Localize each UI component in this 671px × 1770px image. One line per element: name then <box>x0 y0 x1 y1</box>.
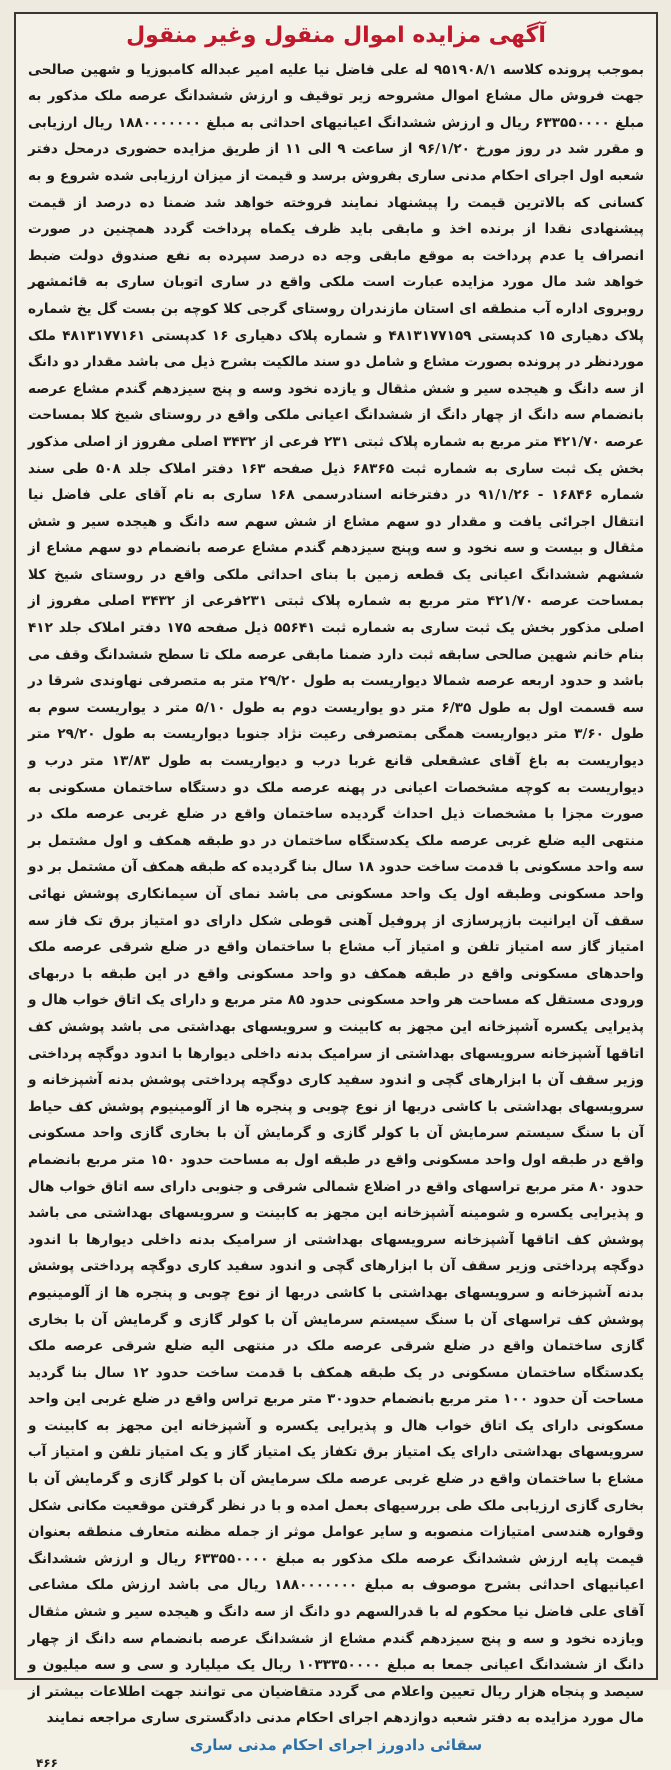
notice-frame <box>14 12 658 1770</box>
notice-title: آگهی مزایده اموال منقول وغیر منقول <box>126 23 546 48</box>
page-number: ۴۶۶ <box>36 1756 58 1770</box>
notice-signature: سقائی دادورز اجرای احکام مدنی ساری <box>189 1736 483 1754</box>
notice-body: بموجب پرونده کلاسه ۹۵۱۹۰۸/۱ له علی فاضل نیا علیه امیر عبداله کامبوزیا و شهین صالحی جهت فروش مال مشاع اموال مشروحه زیر توقیف و ارزش ششدانگ عرصه ملک مذکور به مبلغ ۶۳۳۵۵۰۰۰۰ ریال و ارزش ششدانگ اعیانیهای احداثی به مبلغ ۱۸۸۰۰۰۰۰۰۰ ریال ارزیابی و مقرر شد در روز مورخ ۹۶/۱/۲۰ از ساعت ۹ الی ۱۱ از طریق مزایده حضوری درمحل دفتر شعبه اول اجرای احکام مدنی ساری بفروش برسد و قیمت از میزان ارزیابی شده شروع و به کسانی که بالاترین قیمت را پیشنهاد نمایند فروخته خواهد شد ضمنا ده درصد از قیمت پیشنهادی نقدا از برنده اخذ و مابقی باید ظرف یکماه پرداخت گردد همچنین در صورت انصراف یا عدم پرداخت به موقع مابقی وجه ده درصد سپرده به نفع صندوق دولت ضبط خواهد شد مال مورد مزایده عبارت است ملکی واقع در ساری اتوبان ساری به قائمشهر روبروی اداره آب منطقه ای استان مازندران روستای گرجی کلا کوچه بن بست گل یخ شماره پلاک دهیاری ۱۵ کدپستی ۴۸۱۳۱۷۷۱۵۹ و شماره پلاک دهیاری ۱۶ کدپستی ۴۸۱۳۱۷۷۱۶۱ ملک موردنظر در پرونده بصورت مشاع و شامل دو سند مالکیت بشرح ذیل می باشد مقدار دو دانگ از سه دانگ و هیجده سیر و شش مثقال و یازده نخود وسه و پنج سیزدهم گندم مشاع عرصه بانضمام سه دانگ از چهار دانگ از ششدانگ اعیانی ملکی واقع در روستای شیخ کلا بمساحت عرصه ۴۲۱/۷۰ متر مربع به شماره پلاک ثبتی ۲۳۱ فرعی از ۳۴۳۲ اصلی مفروز از اصلی مذکور بخش یک ثبت ساری به شماره ثبت ۶۸۳۶۵ ذیل صفحه ۱۶۳ دفتر املاک جلد ۵۰۸ طی سند شماره ۱۶۸۴۶ - ۹۱/۱/۲۶ در دفترخانه اسنادرسمی ۱۶۸ ساری به نام آقای علی فاضل نیا انتقال اجرائی یافت و مقدار دو سهم مشاع از شش سهم سه دانگ و هیجده سیر و شش مثقال و بیست و سه نخود و سه وپنج سیزدهم گندم مشاع عرصه بانضمام دو سهم مشاع از ششهم ششدانگ اعیانی یک قطعه زمین با بنای احداثی ملکی واقع در روستای شیخ کلا بمساحت عرصه ۴۲۱/۷۰ متر مربع به شماره پلاک ثبتی ۲۳۱فرعی از ۳۴۳۲ اصلی مفروز از اصلی مذکور بخش یک ثبت ساری به شماره ثبت ۵۵۶۴۱ ذیل صفحه ۱۷۵ دفتر املاک جلد ۴۱۲ بنام خانم شهین صالحی سابقه ثبت دارد ضمنا مابقی عرصه ملک تا سطح ششدانگ وقف می باشد و حدود اربعه عرصه شمالا دیواریست به طول ۲۹/۲۰ متر به متصرفی نهاوندی شرقا در سه قسمت اول به طول ۶/۳۵ متر دو یواریست دوم به طول ۵/۱۰ متر د یواریست سوم به طول ۳/۶۰ متر دیواریست همگی بمتصرفی رعیت نژاد جنوبا دیواریست به طول ۲۹/۲۰ متر دیواریست به باغ آقای عشقعلی قانع غربا درب و دیواریست به طول ۱۳/۸۳ متر درب و دیواریست به کوچه مشخصات اعیانی در پهنه عرصه ملک دو دستگاه ساختمان مسکونی به صورت مجزا با مشخصات ذیل احداث گردیده ساختمان واقع در ضلع غربی عرصه ملک در منتهی الیه ضلع غربی عرصه ملک یکدستگاه ساختمان در دو طبقه همکف و اول مشتمل بر سه واحد مسکونی با قدمت ساخت حدود ۱۸ سال بنا گردیده که طبقه همکف آن مشتمل بر دو واحد مسکونی وطبقه اول یک واحد مسکونی می باشد نمای آن سیمانکاری پوشش نهائی سقف آن ایرانیت بازپرسازی از پروفیل آهنی قوطی شکل دارای دو امتیاز برق تک فاز سه امتیاز گاز سه امتیاز تلفن و امتیاز آب مشاع با ساختمان واقع در ضلع شرقی عرصه ملک واحدهای مسکونی واقع در طبقه همکف دو واحد مسکونی واقع در این طبقه با دربهای ورودی مستقل که مساحت هر واحد مسکونی حدود ۸۵ متر مربع و دارای یک اتاق خواب هال و پذیرایی یکسره آشپزخانه این مجهز به کابینت و سرویسهای بهداشتی می باشد پوشش کف اتاقها آشپزخانه سرویسهای بهداشتی از سرامیک بدنه داخلی دیوارها با اندود دوگچه پرداختی وزیر سقف آن با ابزارهای گچی و اندود سفید کاری دوگچه پرداختی پوشش بدنه آشپزخانه و سرویسهای بهداشتی با کاشی دربها از نوع چوبی و پنجره ها از آلومینیوم پوشش کف حیاط آن با سنگ سیستم سرمایش آن با کولر گازی و گرمایش آن با بخاری گازی واحد مسکونی واقع در طبقه اول واحد مسکونی واقع در طبقه اول به مساحت حدود ۱۵۰ متر مربع بانضمام حدود ۸۰ متر مربع تراسهای واقع در اضلاع شمالی شرقی و جنوبی دارای سه اتاق خواب هال و پذیرایی یکسره و شومینه آشپزخانه این مجهز به کابینت و سرویسهای بهداشتی می باشد پوشش کف اتاقها آشپزخانه سرویسهای بهداشتی از سرامیک بدنه داخلی دیوارها با اندود دوگچه پرداختی وزیر سقف آن با ابزارهای گچی و اندود سفید کاری دوگچه پرداختی پوشش بدنه آشپزخانه و سرویسهای بهداشتی با کاشی دربها از نوع چوبی و پنجره ها از آلومینیوم پوشش کف تراسهای آن با سنگ سیستم سرمایش آن با کولر گازی و گرمایش آن با بخاری گازی ساختمان واقع در ضلع شرقی عرصه ملک در منتهی الیه ضلع شرقی عرصه ملک یکدستگاه ساختمان مسکونی در یک طبقه همکف با قدمت ساخت حدود ۱۲ سال بنا گردید مساحت آن حدود ۱۰۰ متر مربع بانضمام حدود۳۰ متر مربع تراس واقع در ضلع غربی این واحد مسکونی دارای یک اتاق خواب هال و پذیرایی یکسره و آشپزخانه این مجهز به کابینت و سرویسهای بهداشتی دارای یک امتیاز برق تکفاز یک امتیاز گاز و یک امتیاز تلفن و امتیاز آب مشاع با ساختمان واقع در ضلع غربی عرصه ملک سرمایش آن با کولر گازی و گرمایش آن با بخاری گازی ارزیابی ملک طی بررسیهای بعمل امده و با در نظر گرفتن موقعیت مکانی شکل وقواره هندسی امتیازات منصوبه و سایر عوامل موثر از جمله مظنه متعارف منطقه بعنوان قیمت پایه ارزش ششدانگ عرصه ملک مذکور به مبلغ ۶۳۳۵۵۰۰۰۰ ریال و ارزش ششدانگ اعیانیهای احداثی بشرح موصوف به مبلغ ۱۸۸۰۰۰۰۰۰۰ ریال می باشد ارزش ملک مشاعی آقای علی فاضل نیا محکوم له با قدرالسهم دو دانگ از سه دانگ و هیجده سیر و شش مثقال ویازده نخود و سه و پنج سیزدهم گندم مشاع از ششدانگ عرصه بانضمام سه دانگ از چهار دانگ از ششدانگ اعیانی جمعا به مبلغ ۱۰۳۳۳۵۰۰۰۰ ریال یک میلیارد و سی و سه میلیون و سیصد و پنجاه هزار ریال تعیین واعلام می گردد متقاضیان می توانند جهت اطلاعات بیشتر از مال مورد مزایده به دفتر شعبه دوازدهم اجرای احکام مدنی دادگستری ساری مراجعه نمایند <box>28 61 645 1727</box>
